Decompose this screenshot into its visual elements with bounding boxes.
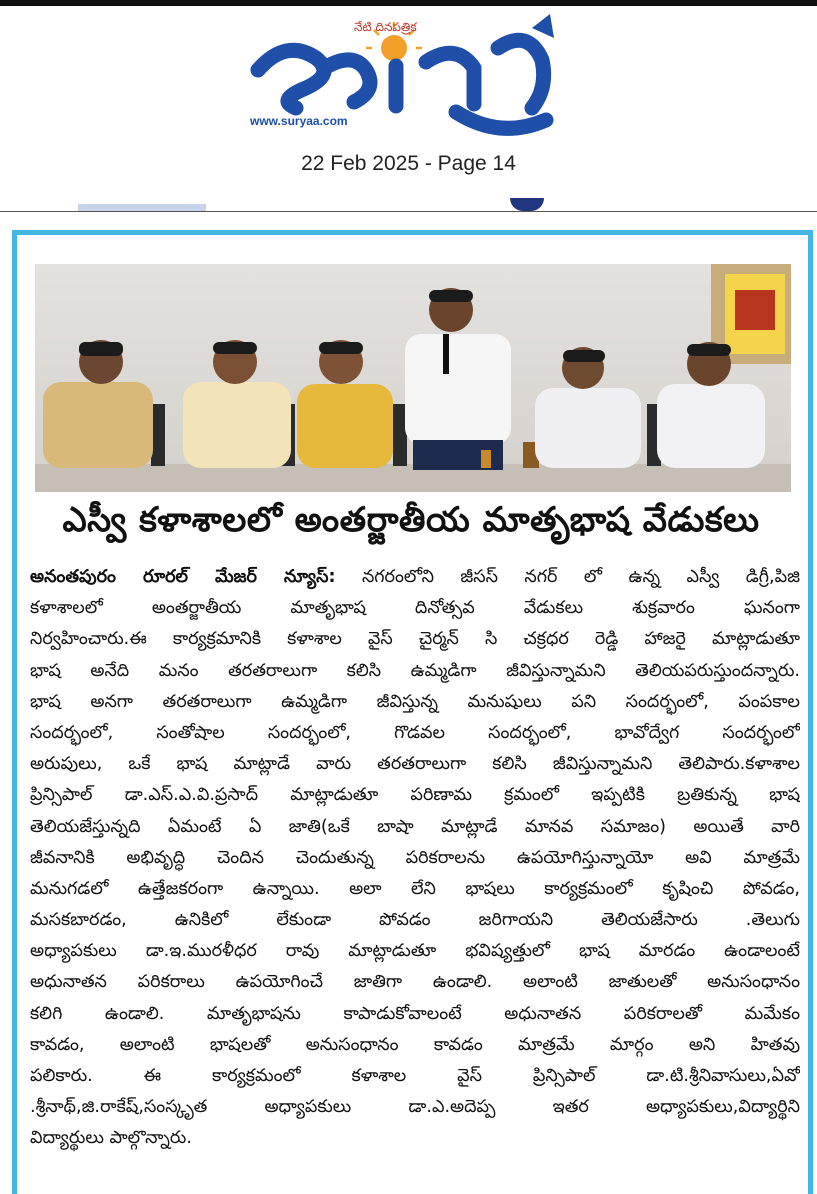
header-tab-stub [78,204,206,211]
article-line: సందర్భంలో, సంతోషాల సందర్భంలో, గొడవల సందర్భంలో, భావోద్వేగ సందర్భంలో [30,722,800,743]
top-bar [0,0,817,6]
edition-date-page: 22 Feb 2025 - Page 14 [301,152,516,175]
article-line: పలికారు. ఈ కార్యక్రమంలో కళాశాల వైస్ ప్రిన్సిపాల్ డా.టి.శ్రీనివాసులు,ఏవో [30,1066,800,1086]
article-line [30,562,800,593]
masthead-tagline: నేటి దినపత్రిక [354,20,417,34]
article-line: భాష అనేది మనం తరతరాలుగా కలిసి ఉమ్మడిగా జీవిస్తున్నామని తెలియపరుస్తుందన్నారు. [30,660,800,681]
article-headline: ఎస్వీ కళాశాలలో అంతర్జాతీయ మాతృభాష వేడుకలు [62,500,760,540]
article-line: జీవనానికి అభివృద్ధి చెందిన చెందుతున్న పరికరాలను ఉపయోగిస్తున్నాయో అవి మాత్రమే [30,847,800,868]
article-line: .శ్రీనాథ్,జి.రాకేష్,సంస్కృత అధ్యాపకులు డా.ఎ.అదెప్ప ఇతర అధ్యాపకులు,విద్యార్థిని [30,1097,800,1118]
group-photo [35,264,791,492]
header-emblem [510,198,544,211]
article-body [30,562,800,1155]
article-line: మనుగడలో ఉత్తేజకరంగా ఉన్నాయి. అలా లేని భాషలు కార్యక్రమంలో కృషించి పోవడం, [30,878,800,899]
header-rule [0,211,817,212]
masthead-website: www.suryaa.com [250,114,348,128]
article-line: కళాశాలలో అంతర్జాతీయ మాతృభాష దినోత్సవ వేడుకలు శుక్రవారం ఘనంగా [30,598,800,619]
article-line: విద్యార్థులు పాల్గొన్నారు. [30,1128,192,1149]
article-line: నిర్వహించారు.ఈ కార్యక్రమానికి కళాశాల వైస్ చైర్మన్ సి చక్రధర రెడ్డి హాజరై మాట్లాడుతూ [30,629,800,650]
article-line: కావడం, అలాంటి భాషలతో అనుసంధానం కావడం మాత్రమే మార్గం అని హితవు [30,1034,800,1055]
article-line: భాష అనగా తరతరాలుగా ఉమ్మడిగా జీవిస్తున్న మనుషులు పని సందర్భంలో, పంపకాల [30,691,800,712]
article-dateline: అనంతపురం రూరల్ మేజర్ న్యూస్: [30,567,336,587]
article-line-text: నగరంలోని జీసస్ నగర్ లో ఉన్న ఎస్వీ డిగ్రీ,పిజి [335,567,800,587]
group-photo-illustration [35,264,791,492]
article-line: అధ్యాపకులు డా.ఇ.మురళీధర రావు మాట్లాడుతూ భవిష్యత్తులో భాష మారడం ఉండాలంటే [30,941,800,962]
article-line: కలిగి ఉండాలి. మాతృభాషను కాపాడుకోవాలంటే అధునాతన పరికరాలతో మమేకం [30,1003,800,1024]
masthead [236,8,566,148]
article-line: అరుపులు, ఒకే భాష మాట్లాడే వారు తరతరాలుగా కలిసి జీవిస్తున్నామని తెలిపారు.కళాశాల [30,754,800,775]
article-line: అధునాతన పరికరాలు ఉపయోగించే జాతిగా ఉండాలి. అలాంటి జాతులతో అనుసంధానం [30,972,800,993]
article-line: మసకబారడం, ఉనికిలో లేకుండా పోవడం జరిగాయని తెలియజేసారు .తెలుగు [30,910,800,931]
article-line: తెలియజేస్తున్నది ఏమంటే ఏ జాతి(ఒకే బాషా మాట్లాడే మానవ సమాజం) అయితే వారి [30,816,800,837]
article-line: ప్రిన్సిపాల్ డా.ఎస్.ఎ.వి.ప్రసాద్ మాట్లాడుతూ పరిణామ క్రమంలో ఇప్పటికి బ్రతికున్న భాష [30,785,800,806]
